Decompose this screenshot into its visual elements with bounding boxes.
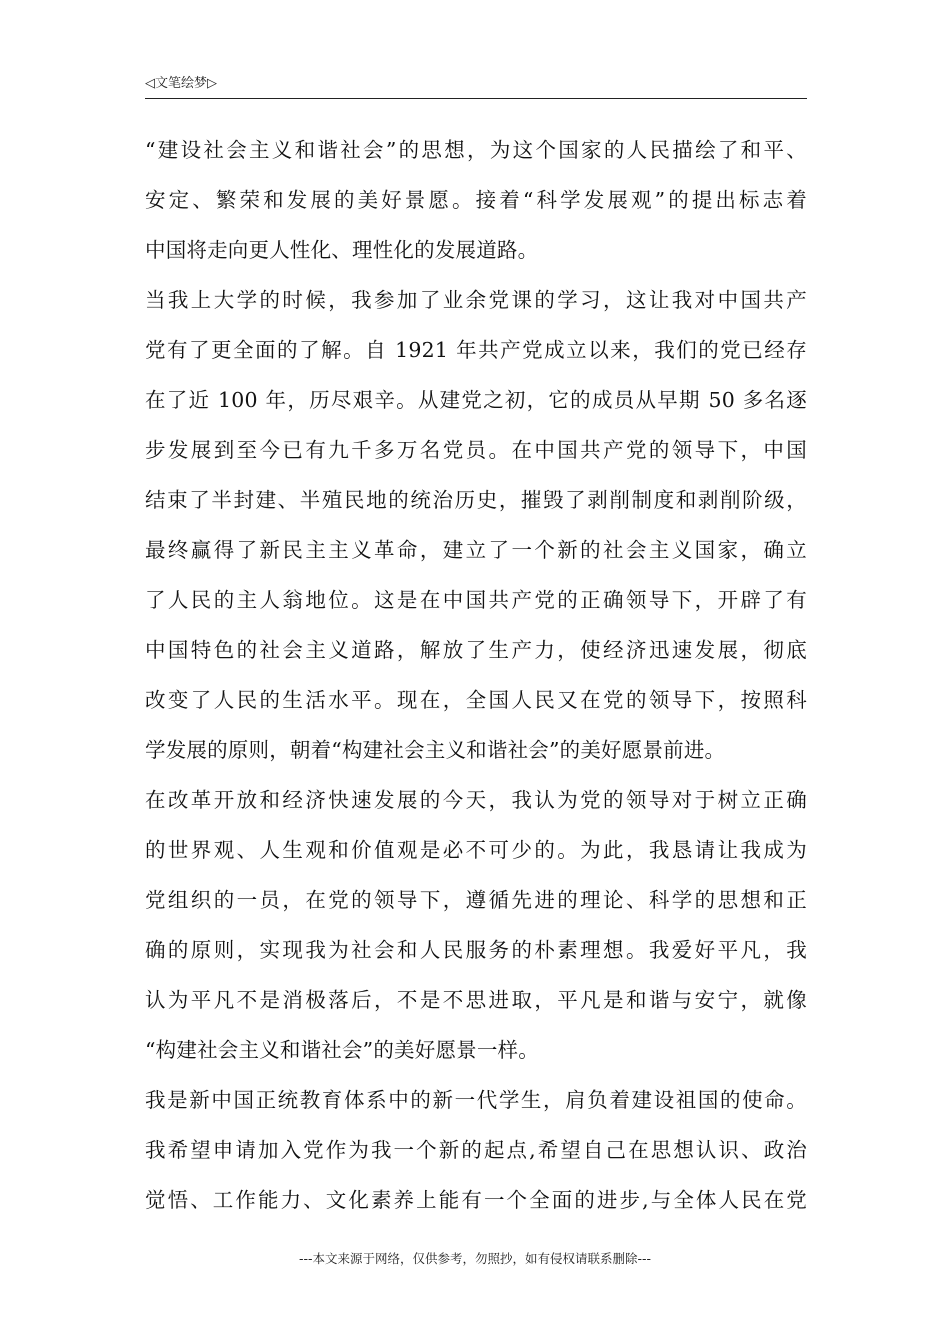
text-line: 在了近 100 年，历尽艰辛。从建党之初，它的成员从早期 50 多名逐 [145,388,807,412]
text-line: 安定、繁荣和发展的美好景愿。接着“科学发展观”的提出标志着 [145,188,807,212]
header-title: ◁文笔绘梦▷ [145,76,217,91]
text-line: 最终赢得了新民主主义革命，建立了一个新的社会主义国家，确立 [145,538,807,562]
text-line: 了人民的主人翁地位。这是在中国共产党的正确领导下，开辟了有 [145,588,807,612]
text-line: 改变了人民的生活水平。现在，全国人民又在党的领导下，按照科 [145,688,807,712]
text-line: “建设社会主义和谐社会”的思想，为这个国家的人民描绘了和平、 [145,138,807,162]
text-line: 当我上大学的时候，我参加了业余党课的学习，这让我对中国共产 [145,288,807,312]
text-line: 中国将走向更人性化、理性化的发展道路。 [145,238,539,262]
text-line: 步发展到至今已有九千多万名党员。在中国共产党的领导下，中国 [145,438,807,462]
text-line: 在改革开放和经济快速发展的今天，我认为党的领导对于树立正确 [145,788,807,812]
text-line: 的世界观、人生观和价值观是必不可少的。为此，我恳请让我成为 [145,838,807,862]
text-line: 学发展的原则，朝着“构建社会主义和谐社会”的美好愿景前进。 [145,738,726,762]
text-line: “构建社会主义和谐社会”的美好愿景一样。 [145,1038,539,1062]
text-line: 党有了更全面的了解。自 1921 年共产党成立以来，我们的党已经存 [145,338,807,362]
text-line: 我是新中国正统教育体系中的新一代学生，肩负着建设祖国的使命。 [145,1088,807,1112]
body-text [145,125,807,1225]
page-header [145,74,807,99]
text-line: 确的原则，实现我为社会和人民服务的朴素理想。我爱好平凡，我 [145,938,807,962]
text-line: 党组织的一员，在党的领导下，遵循先进的理论、科学的思想和正 [145,888,807,912]
text-line: 我希望申请加入党作为我一个新的起点,希望自己在思想认识、政治 [145,1138,807,1162]
text-line: 认为平凡不是消极落后，不是不思进取，平凡是和谐与安宁，就像 [145,988,807,1012]
text-line: 中国特色的社会主义道路，解放了生产力，使经济迅速发展，彻底 [145,638,807,662]
text-line: 结束了半封建、半殖民地的统治历史，摧毁了剥削制度和剥削阶级， [145,488,807,512]
page-footer: ---本文来源于网络，仅供参考，勿照抄，如有侵权请联系删除--- [298,1251,652,1266]
text-line: 觉悟、工作能力、文化素养上能有一个全面的进步,与全体人民在党 [145,1188,807,1212]
